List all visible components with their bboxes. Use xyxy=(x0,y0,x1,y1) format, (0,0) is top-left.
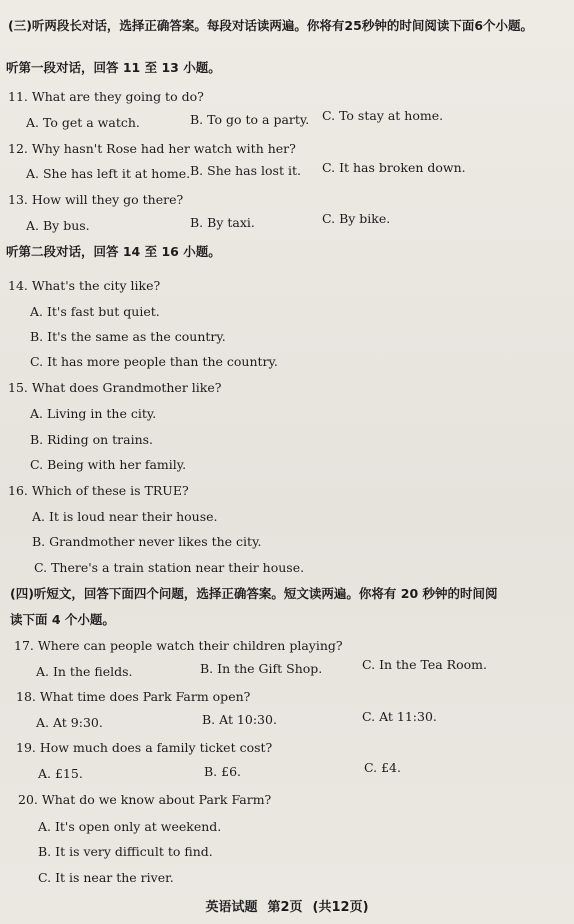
q11-option-b[interactable]: B. To go to a party. xyxy=(190,112,310,127)
question-20: 20. What do we know about Park Farm? xyxy=(18,792,272,807)
q19-option-a[interactable]: A. £15. xyxy=(38,766,83,781)
q14-option-a[interactable]: A. It's fast but quiet. xyxy=(30,304,160,319)
q17-option-a[interactable]: A. In the fields. xyxy=(36,664,133,679)
section4-instruction-line1: (四)听短文，回答下面四个问题，选择正确答案。短文读两遍。你将有 20 秒钟的时间阅 xyxy=(10,586,498,601)
q17-option-c[interactable]: C. In the Tea Room. xyxy=(362,657,487,672)
q13-option-c[interactable]: C. By bike. xyxy=(322,211,391,226)
question-17: 17. Where can people watch their children playing? xyxy=(14,638,343,653)
q14-option-b[interactable]: B. It's the same as the country. xyxy=(30,329,226,344)
question-18: 18. What time does Park Farm open? xyxy=(16,689,251,704)
q20-option-b[interactable]: B. It is very difficult to find. xyxy=(38,844,213,859)
q16-option-c[interactable]: C. There's a train station near their house. xyxy=(34,560,305,575)
section3-instruction: (三)听两段长对话，选择正确答案。每段对话读两遍。你将有25秒钟的时间阅读下面6个小题。 xyxy=(8,18,534,33)
q11-option-a[interactable]: A. To get a watch. xyxy=(26,115,140,130)
dialog2-intro: 听第二段对话，回答 14 至 16 小题。 xyxy=(6,244,221,259)
q18-option-c[interactable]: C. At 11:30. xyxy=(362,709,437,724)
question-13: 13. How will they go there? xyxy=(8,192,184,207)
q20-option-a[interactable]: A. It's open only at weekend. xyxy=(38,819,222,834)
q16-option-a[interactable]: A. It is loud near their house. xyxy=(32,509,218,524)
q17-option-b[interactable]: B. In the Gift Shop. xyxy=(200,661,323,676)
dialog1-intro: 听第一段对话，回答 11 至 13 小题。 xyxy=(6,60,221,75)
q13-option-a[interactable]: A. By bus. xyxy=(26,218,90,233)
section4-instruction-line2: 读下面 4 个小题。 xyxy=(10,612,115,627)
q15-option-b[interactable]: B. Riding on trains. xyxy=(30,432,154,447)
q11-option-c[interactable]: C. To stay at home. xyxy=(322,108,444,123)
q19-option-c[interactable]: C. £4. xyxy=(364,760,401,775)
q14-option-c[interactable]: C. It has more people than the country. xyxy=(30,354,278,369)
question-11: 11. What are they going to do? xyxy=(8,89,204,104)
footer-total-pages: (共12页) xyxy=(312,900,369,915)
q12-option-b[interactable]: B. She has lost it. xyxy=(190,163,301,178)
q13-option-b[interactable]: B. By taxi. xyxy=(190,215,255,230)
q12-option-c[interactable]: C. It has broken down. xyxy=(322,160,466,175)
q16-option-b[interactable]: B. Grandmother never likes the city. xyxy=(32,534,262,549)
question-12: 12. Why hasn't Rose had her watch with her? xyxy=(8,141,296,156)
q19-option-b[interactable]: B. £6. xyxy=(204,764,242,779)
q15-option-c[interactable]: C. Being with her family. xyxy=(30,457,187,472)
q18-option-a[interactable]: A. At 9:30. xyxy=(36,715,103,730)
q20-option-c[interactable]: C. It is near the river. xyxy=(38,870,174,885)
footer-subject: 英语试题 xyxy=(205,900,258,915)
question-16: 16. Which of these is TRUE? xyxy=(8,483,189,498)
question-14: 14. What's the city like? xyxy=(8,278,161,293)
page-footer xyxy=(0,896,574,915)
q15-option-a[interactable]: A. Living in the city. xyxy=(30,406,157,421)
q12-option-a[interactable]: A. She has left it at home. xyxy=(26,166,191,181)
question-19: 19. How much does a family ticket cost? xyxy=(16,740,273,755)
question-15: 15. What does Grandmother like? xyxy=(8,380,222,395)
q18-option-b[interactable]: B. At 10:30. xyxy=(202,712,277,727)
footer-page-number: 第2页 xyxy=(267,900,303,915)
